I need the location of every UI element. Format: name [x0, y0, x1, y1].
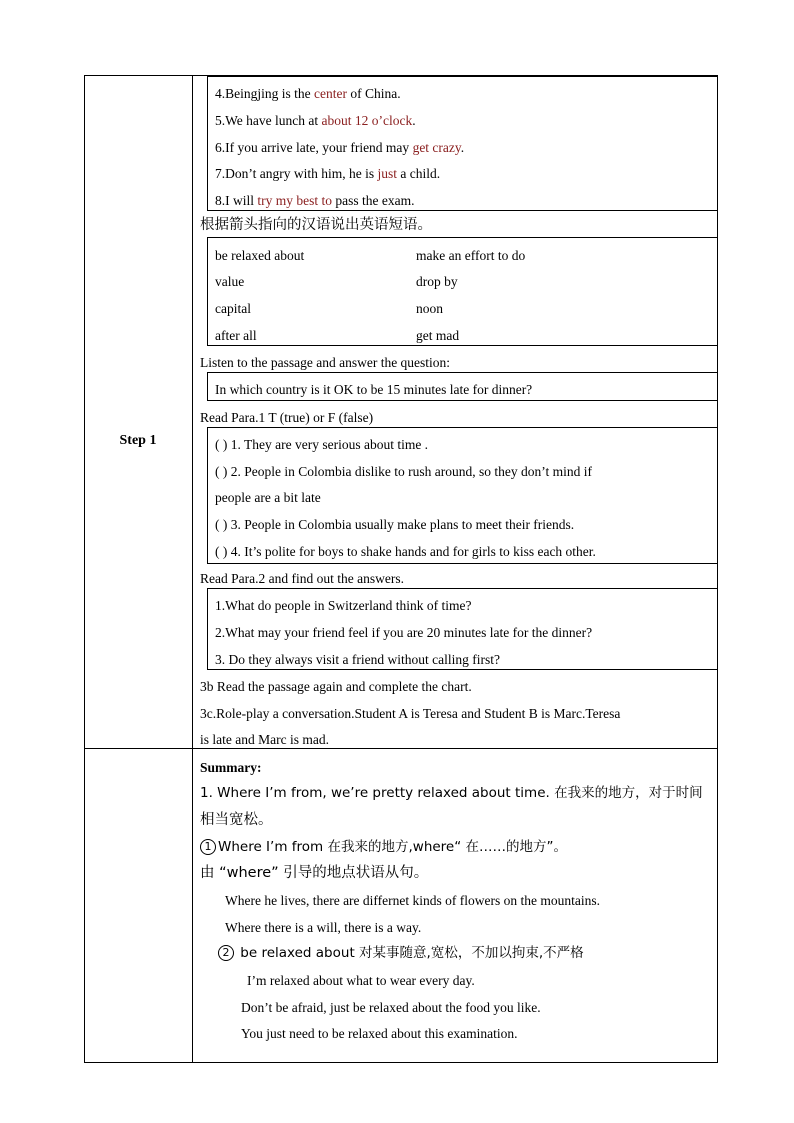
phrase: noon — [416, 301, 443, 316]
summary-note: 由 “where” 引导的地点状语从句。 — [200, 865, 429, 881]
para2-question: 2.What may your friend feel if you are 20 minutes late for the dinner? — [215, 625, 593, 640]
para2-question: 3. Do they always visit a friend without calling first? — [215, 652, 500, 667]
tf-item: ( ) 2. People in Colombia dislike to rush around, so they don’t mind if — [215, 464, 592, 479]
sentence-8: 8.I will try my best to pass the exam. — [215, 193, 415, 208]
sentence-7: 7.Don’t angry with him, he is just a child. — [215, 166, 441, 181]
listen-question: In which country is it OK to be 15 minutes late for dinner? — [215, 382, 533, 397]
example-sentence: Where he lives, there are differnet kinds of flowers on the mountains. — [225, 893, 601, 908]
circled-number: 2 — [218, 945, 234, 961]
example-sentence: You just need to be relaxed about this examination. — [241, 1026, 518, 1041]
para1-title: Read Para.1 T (true) or F (false) — [200, 410, 374, 425]
row-divider — [84, 748, 718, 749]
summary-point-2: 2 be relaxed about 对某事随意,宽松，不加以拘束,不严格 — [218, 945, 584, 961]
para2-title: Read Para.2 and find out the answers. — [200, 571, 404, 586]
sentence-6: 6.If you arrive late, your friend may get crazy. — [215, 140, 465, 155]
phrase: after all — [215, 328, 257, 343]
example-sentence: I’m relaxed about what to wear every day. — [247, 973, 475, 988]
summary-point-1: 1 Where I’m from 在我来的地方,where“ 在……的地方”。 — [200, 839, 567, 855]
task-3c-cont: is late and Marc is mad. — [200, 732, 329, 747]
tf-item: ( ) 1. They are very serious about time . — [215, 437, 429, 452]
example-sentence: Don’t be afraid, just be relaxed about the food you like. — [241, 1000, 541, 1015]
task-3b: 3b Read the passage again and complete the chart. — [200, 679, 472, 694]
tf-item: ( ) 4. It’s polite for boys to shake hands and for girls to kiss each other. — [215, 544, 596, 559]
tf-item: people are a bit late — [215, 490, 321, 505]
phrases-title: 根据箭头指向的汉语说出英语短语。 — [200, 217, 432, 233]
para2-question: 1.What do people in Switzerland think of time? — [215, 598, 472, 613]
phrase: be relaxed about — [215, 248, 305, 263]
task-3c: 3c.Role-play a conversation.Student A is Teresa and Student B is Marc.Teresa — [200, 706, 621, 721]
example-sentence: Where there is a will, there is a way. — [225, 920, 422, 935]
tf-item: ( ) 3. People in Colombia usually make plans to meet their friends. — [215, 517, 575, 532]
sentence-4: 4.Beingjing is the center of China. — [215, 86, 401, 101]
phrase: capital — [215, 301, 251, 316]
phrase: get mad — [416, 328, 460, 343]
sentence-5: 5.We have lunch at about 12 o’clock. — [215, 113, 416, 128]
summary-line: 1. Where I’m from, we’re pretty relaxed about time. 在我来的地方，对于时间 — [200, 785, 703, 801]
phrase: value — [215, 274, 245, 289]
listen-title: Listen to the passage and answer the question: — [200, 355, 451, 370]
column-divider — [192, 75, 193, 1063]
circled-number: 1 — [200, 839, 216, 855]
summary-line: 相当宽松。 — [200, 812, 273, 828]
phrase: drop by — [416, 274, 458, 289]
step-label: Step 1 — [119, 433, 157, 448]
summary-title: Summary: — [200, 760, 262, 775]
phrase: make an effort to do — [416, 248, 526, 263]
